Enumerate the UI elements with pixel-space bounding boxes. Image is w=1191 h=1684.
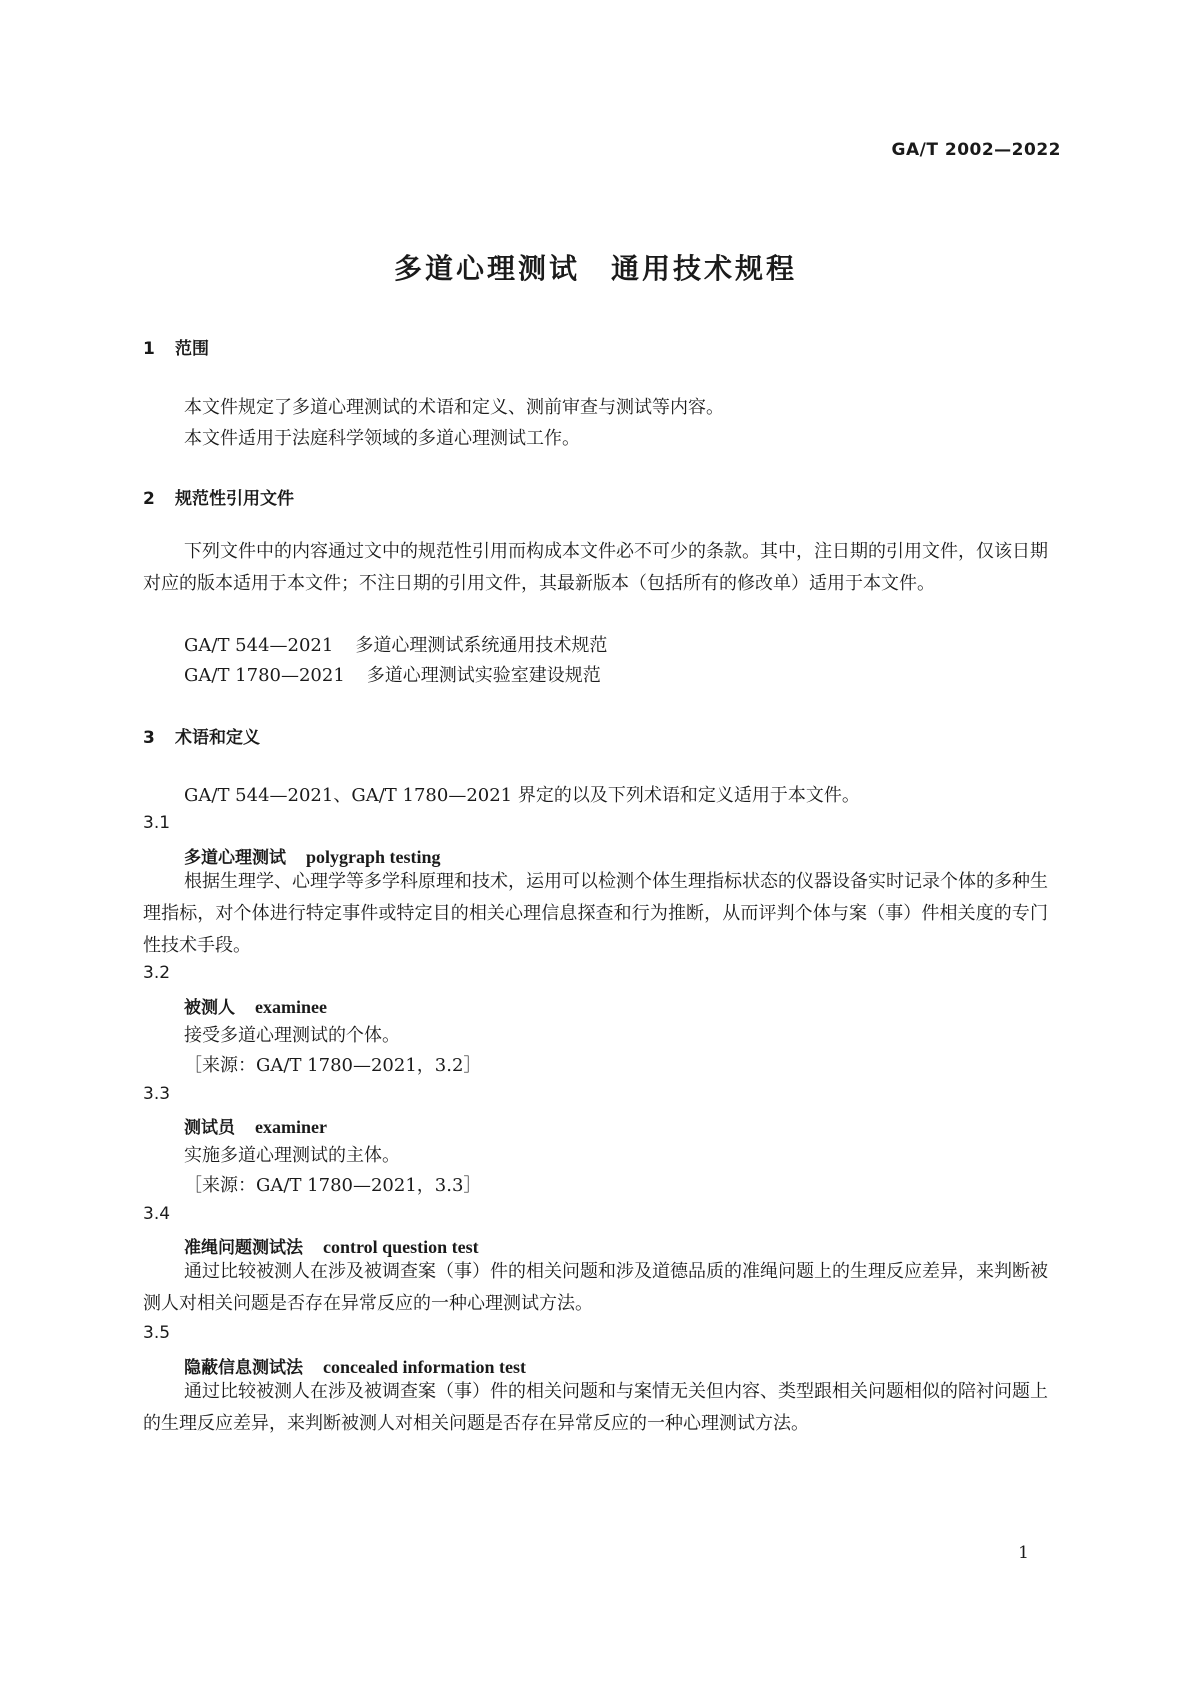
- clause-number: 3.2: [143, 963, 171, 983]
- page-number: 1: [1018, 1543, 1029, 1563]
- page-title: 多道心理测试 通用技术规程: [393, 252, 797, 285]
- term-definition: 通过比较被测人在涉及被调查案（事）件的相关问题和涉及道德品质的准绳问题上的生理反应差异，来判断被测人对相关问题是否存在异常反应的一种心理测试方法。: [143, 1261, 1048, 1314]
- section-number: 3: [143, 728, 155, 748]
- paragraph: 本文件适用于法庭科学领域的多道心理测试工作。: [184, 428, 580, 449]
- section-title: 术语和定义: [175, 728, 260, 748]
- term-en: examinee: [255, 997, 327, 1017]
- term-source: ［来源：GA/T 1780—2021，3.2］: [184, 1055, 482, 1076]
- paragraph-intro: 下列文件中的内容通过文中的规范性引用而构成本文件必不可少的条款。其中，注日期的引用文件，仅该日期对应的版本适用于本文件；不注日期的引用文件，其最新版本（包括所有的修改单）适用于本文件。: [143, 541, 1048, 594]
- term-zh: 测试员: [184, 1118, 235, 1138]
- section-title: 规范性引用文件: [175, 489, 294, 509]
- reference-title: 多道心理测试实验室建设规范: [366, 665, 601, 686]
- term-source: ［来源：GA/T 1780—2021，3.3］: [184, 1175, 482, 1196]
- term-en: polygraph testing: [306, 847, 441, 867]
- term-en: examiner: [255, 1117, 327, 1137]
- term-title: [184, 1233, 479, 1258]
- section-heading-scope: [143, 334, 209, 359]
- term-title: [184, 843, 441, 868]
- section-number: 2: [143, 489, 155, 509]
- section-heading-normative: [143, 484, 294, 509]
- term-zh: 准绳问题测试法: [184, 1238, 303, 1258]
- term-definition: 通过比较被测人在涉及被调查案（事）件的相关问题和与案情无关但内容、类型跟相关问题相似的陪衬问题上的生理反应差异，来判断被测人对相关问题是否存在异常反应的一种心理测试方法。: [143, 1381, 1048, 1434]
- term-definition: 接受多道心理测试的个体。: [184, 1025, 400, 1046]
- term-definition: 实施多道心理测试的主体。: [184, 1145, 400, 1166]
- normative-reference: [184, 631, 607, 657]
- term-title: [184, 1353, 526, 1378]
- reference-title: 多道心理测试系统通用技术规范: [355, 635, 608, 656]
- term-title: [184, 993, 327, 1018]
- section-number: 1: [143, 339, 155, 359]
- term-en: control question test: [323, 1237, 479, 1257]
- term-definition: 根据生理学、心理学等多学科原理和技术，运用可以检测个体生理指标状态的仪器设备实时记录个体的多种生理指标，对个体进行特定事件或特定目的相关心理信息探查和行为推断，从而评判个体与案（事）件相关度的专门性技术手段。: [143, 871, 1048, 956]
- section-title: 范围: [175, 339, 209, 359]
- term-title: [184, 1113, 327, 1138]
- normative-reference: [184, 661, 601, 687]
- clause-number: 3.3: [143, 1084, 171, 1104]
- clause-number: 3.1: [143, 813, 171, 833]
- paragraph: 本文件规定了多道心理测试的术语和定义、测前审查与测试等内容。: [184, 397, 724, 418]
- term-zh: 隐蔽信息测试法: [184, 1358, 303, 1378]
- term-zh: 被测人: [184, 998, 235, 1018]
- term-en: concealed information test: [323, 1357, 526, 1377]
- paragraph-intro: GA/T 544—2021、GA/T 1780—2021 界定的以及下列术语和定义适用于本文件。: [184, 785, 860, 806]
- clause-number: 3.4: [143, 1204, 171, 1224]
- clause-number: 3.5: [143, 1323, 171, 1343]
- section-heading-terms: [143, 723, 260, 748]
- reference-code: GA/T 544—2021: [184, 635, 334, 656]
- document-code: GA/T 2002—2022: [891, 140, 1061, 160]
- reference-code: GA/T 1780—2021: [184, 665, 345, 686]
- term-zh: 多道心理测试: [184, 848, 286, 868]
